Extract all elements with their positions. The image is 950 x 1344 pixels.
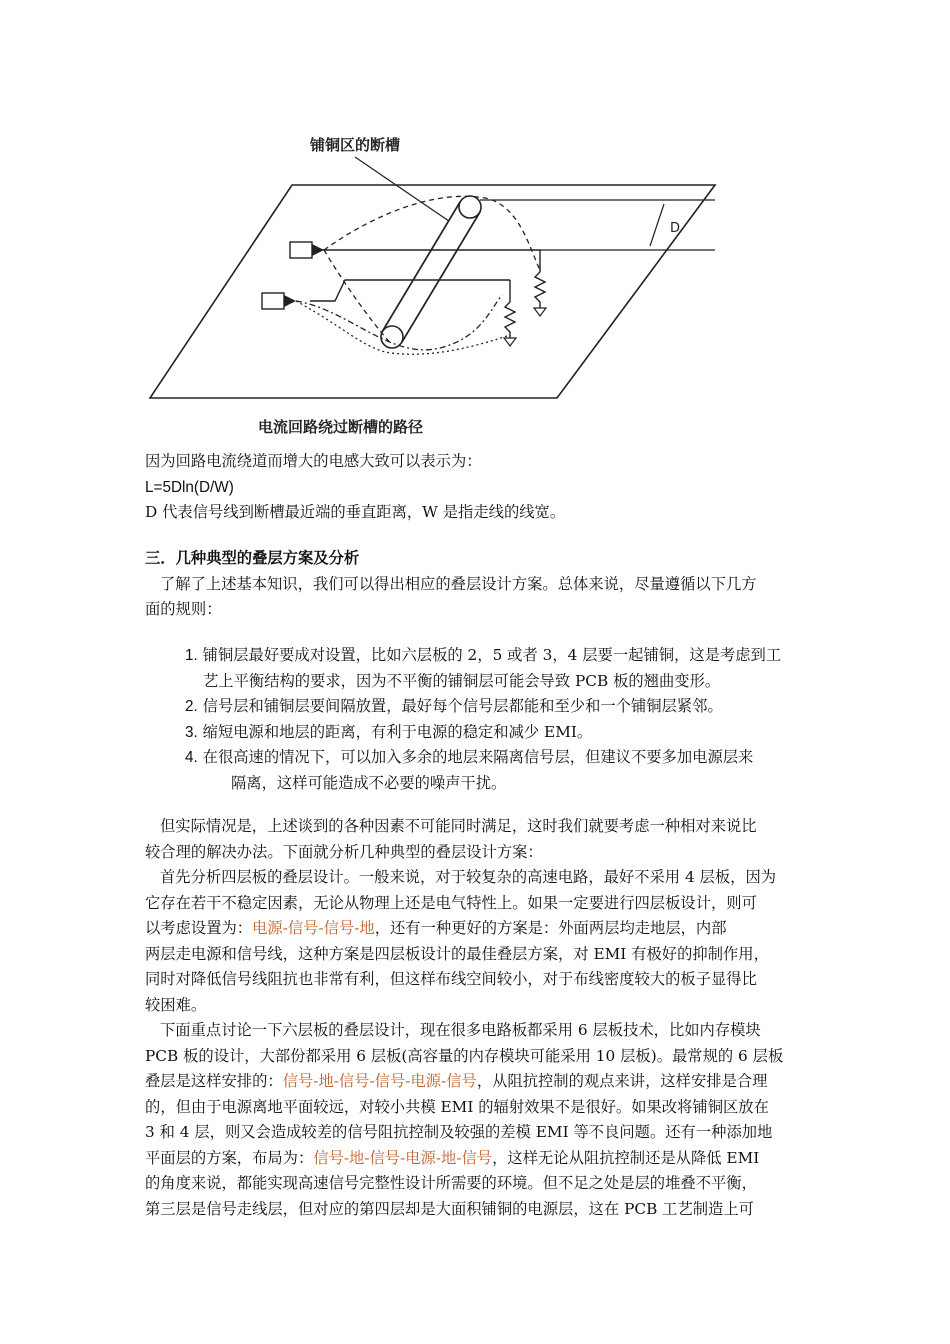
paragraph-line: 平面层的方案，布局为：信号-地-信号-电源-地-信号，这样无论从阻抗控制还是从降低 EMI xyxy=(145,1148,760,1167)
paragraph-line: 以考虑设置为：电源-信号-信号-地，还有一种更好的方案是：外面两层均走地层，内部 xyxy=(145,919,727,937)
intro-line: 因为回路电流绕道而增大的电感大致可以表示为： xyxy=(145,452,482,470)
list-item xyxy=(185,643,815,669)
intro-definition: D 代表信号线到断槽最近端的垂直距离，W 是指走线的线宽。 xyxy=(145,503,566,521)
section-heading: 三．几种典型的叠层方案及分析 xyxy=(145,549,360,567)
list-number: 3. xyxy=(185,723,198,741)
paragraph-line: 的角度来说，都能实现高速信号完整性设计所需要的环境。但不足之处是层的堆叠不平衡， xyxy=(145,1174,757,1192)
paragraph-line: 两层走电源和信号线，这种方案是四层板设计的最佳叠层方案，对 EMI 有极好的抑制作用， xyxy=(145,944,769,963)
paragraph-line: 第三层是信号走线层，但对应的第四层却是大面积铺铜的电源层，这在 PCB 工艺制造上可 xyxy=(145,1199,754,1218)
list-item-continuation xyxy=(185,669,815,695)
d-dimension-label: D xyxy=(670,221,681,236)
rules-list xyxy=(185,643,815,796)
paragraph-line: 的，但由于电源离地平面较远，对较小共模 EMI 的辐射效果不是很好。如果改将铺铜区放在 xyxy=(145,1097,769,1116)
list-item xyxy=(185,720,815,746)
list-text: 铺铜层最好要成对设置，比如六层板的 2，5 或者 3，4 层要一起铺铜，这是考虑到工 xyxy=(202,646,782,664)
list-number: 1. xyxy=(185,647,198,664)
list-item-continuation xyxy=(185,771,815,797)
list-text: 在很高速的情况下，可以加入多余的地层来隔离信号层，但建议不要多加电源层来 xyxy=(202,748,754,766)
list-text: 隔离，这样可能造成不必要的噪声干扰。 xyxy=(231,773,507,792)
slot-label: 铺铜区的断槽 xyxy=(310,136,401,154)
paragraph-line: 3 和 4 层，则又会造成较差的信号阻抗控制及较强的差模 EMI 等不良问题。还有一种添加地 xyxy=(145,1123,773,1141)
list-text: 艺上平衡结构的要求，因为不平衡的铺铜层可能会导致 PCB 板的翘曲变形。 xyxy=(203,671,721,690)
intro-block xyxy=(145,449,810,526)
figure-slot-current-path xyxy=(140,120,730,450)
paragraph-line: 面的规则： xyxy=(145,600,222,618)
slot-diagram xyxy=(140,120,730,450)
highlight-stackup: 信号-地-信号-信号-电源-信号 xyxy=(282,1072,477,1090)
paragraph-line: 较合理的解决办法。下面就分析几种典型的叠层设计方案： xyxy=(145,842,543,861)
paragraph-line: 同时对降低信号线阻抗也非常有利，但这样布线空间较小，对于布线密度较大的板子显得比 xyxy=(145,970,757,988)
paragraph-line: 但实际情况是，上述谈到的各种因素不可能同时满足，这时我们就要考虑一种相对来说比 xyxy=(160,817,757,835)
highlight-stackup: 信号-地-信号-电源-地-信号 xyxy=(313,1148,493,1167)
paragraph-line: PCB 板的设计，大部份都采用 6 层板(高容量的内存模块可能采用 10 层板)。最常规的 6 层板 xyxy=(145,1046,784,1065)
body-block xyxy=(145,814,810,1222)
paragraph-line: 它存在若干不稳定因素，无论从物理上还是电气特性上。如果一定要进行四层板设计，则可 xyxy=(145,893,757,912)
list-item xyxy=(185,694,815,720)
lower-resistor xyxy=(505,302,515,338)
upper-driver xyxy=(290,242,312,258)
copper-slot xyxy=(381,196,481,348)
figure-caption: 电流回路绕过断槽的路径 xyxy=(258,418,424,436)
paragraph-line: 下面重点讨论一下六层板的叠层设计，现在很多电路板都采用 6 层板技术，比如内存模块 xyxy=(160,1021,761,1039)
inductance-formula: L=5Dln(D/W) xyxy=(145,478,234,496)
highlight-stackup: 电源-信号-信号-地 xyxy=(252,919,375,937)
lower-driver xyxy=(262,293,284,309)
section-block xyxy=(145,546,810,623)
list-number: 4. xyxy=(185,749,198,766)
list-number: 2. xyxy=(185,698,198,715)
list-text: 缩短电源和地层的距离，有利于电源的稳定和减少 EMI。 xyxy=(202,722,593,741)
list-item xyxy=(185,745,815,771)
upper-resistor xyxy=(535,272,545,308)
paragraph-line: 了解了上述基本知识，我们可以得出相应的叠层设计方案。总体来说，尽量遵循以下几方 xyxy=(160,574,757,593)
paragraph-line: 较困难。 xyxy=(145,995,207,1014)
list-text: 信号层和铺铜层要间隔放置，最好每个信号层都能和至少和一个铺铜层紧邻。 xyxy=(202,697,723,715)
paragraph-line: 叠层是这样安排的：信号-地-信号-信号-电源-信号，从阻抗控制的观点来讲，这样安排是合理 xyxy=(145,1072,768,1090)
paragraph-line: 首先分析四层板的叠层设计。一般来说，对于较复杂的高速电路，最好不采用 4 层板，因为 xyxy=(160,868,777,886)
